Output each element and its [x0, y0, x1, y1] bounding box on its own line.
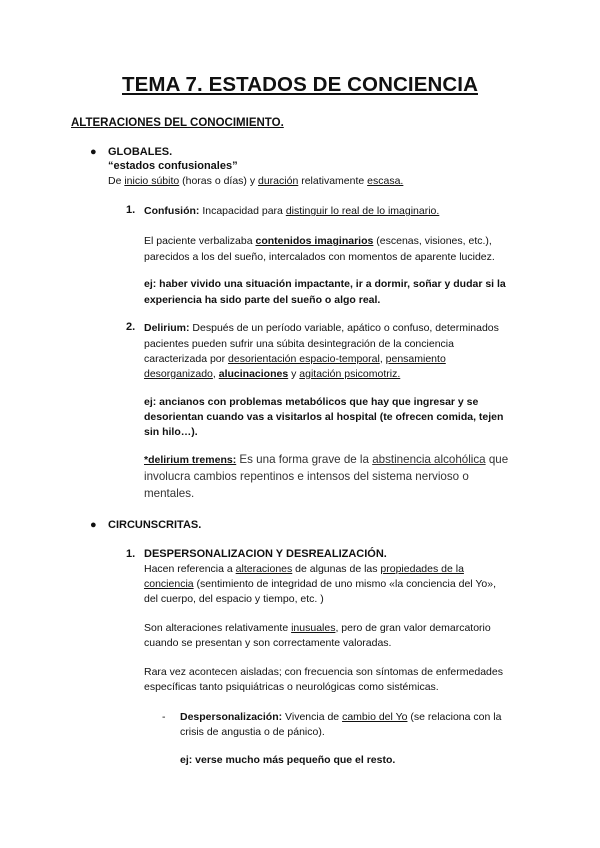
confusion-example: ej: haber vivido una situación impactante, ir a dormir, soñar y dudar si la: [144, 278, 506, 290]
delirium-definition-line: caracterizada por desorientación espacio-temporal, pensamiento: [144, 353, 446, 365]
despersonalizacion-line: cuando se presentan y son correctamente valoradas.: [144, 637, 392, 649]
section-heading: ALTERACIONES DEL CONOCIMIENTO.: [71, 117, 284, 129]
delirium-definition-line: desorganizado, alucinaciones y agitación psicomotriz.: [144, 368, 401, 380]
item-number: 1.: [126, 204, 136, 216]
bullet-circunscritas: ●: [90, 519, 97, 531]
despersonalizacion-title: DESPERSONALIZACION Y DESREALIZACIÓN.: [144, 548, 387, 560]
delirium-example: sin hilo…).: [144, 426, 198, 438]
delirium-tremens-note-line: involucra cambios repentinos e intensos del sistema nervioso o: [144, 470, 469, 483]
despersonalizacion-line: Son alteraciones relativamente inusuales, pero de gran valor demarcatorio: [144, 622, 491, 634]
despersonalizacion-line: Hacen referencia a alteraciones de algunas de las propiedades de la: [144, 563, 464, 575]
confusion-paragraph-line: El paciente verbalizaba contenidos imaginarios (escenas, visiones, etc.),: [144, 235, 492, 247]
despersonalizacion-sub-definition: Despersonalización: Vivencia de cambio del Yo (se relaciona con la: [180, 711, 502, 723]
despersonalizacion-line: del cuerpo, del espacio y tiempo, etc. ): [144, 593, 324, 605]
despersonalizacion-sub-definition-line: crisis de angustia o de pánico).: [180, 726, 325, 738]
delirium-tremens-note-line: mentales.: [144, 487, 195, 500]
circunscritas-heading: CIRCUNSCRITAS.: [108, 519, 202, 531]
delirium-example: desorientan cuando vas a visitarlos al hospital (te ofrecen comida, tejen: [144, 411, 504, 423]
despersonalizacion-line: conciencia (sentimiento de integridad de uno mismo «la conciencia del Yo»,: [144, 578, 496, 590]
despersonalizacion-line: Rara vez acontecen aisladas; con frecuencia son síntomas de enfermedades: [144, 666, 503, 678]
confusion-paragraph-line: parecidos a los del sueño, intercalados con momentos de aparente lucidez.: [144, 251, 495, 263]
delirium-tremens-note: *delirium tremens: Es una forma grave de la abstinencia alcohólica que: [144, 453, 509, 466]
globales-description: De inicio súbito (horas o días) y duración relativamente escasa.: [108, 175, 404, 187]
confusion-definition: Confusión: Incapacidad para distinguir lo real de lo imaginario.: [144, 205, 440, 217]
despersonalizacion-line: específicas tanto psiquiátricas o neurológicas como sistémicas.: [144, 681, 439, 693]
globales-heading: GLOBALES.: [108, 146, 173, 158]
document-title: TEMA 7. ESTADOS DE CONCIENCIA: [122, 73, 478, 96]
despersonalizacion-example: ej: verse mucho más pequeño que el resto.: [180, 754, 396, 766]
item-number: 2.: [126, 321, 136, 333]
bullet-globales: ●: [90, 146, 97, 158]
delirium-example: ej: ancianos con problemas metabólicos que hay que ingresar y se: [144, 396, 479, 408]
item-number: 1.: [126, 548, 136, 560]
confusion-example: experiencia ha sido parte del sueño o algo real.: [144, 294, 381, 306]
delirium-definition-line: pacientes pueden sufrir una súbita desintegración de la conciencia: [144, 338, 454, 350]
dash-bullet: -: [162, 711, 166, 723]
globales-subheading: “estados confusionales”: [108, 160, 238, 172]
delirium-definition: Delirium: Después de un período variable, apático o confuso, determinados: [144, 322, 499, 334]
